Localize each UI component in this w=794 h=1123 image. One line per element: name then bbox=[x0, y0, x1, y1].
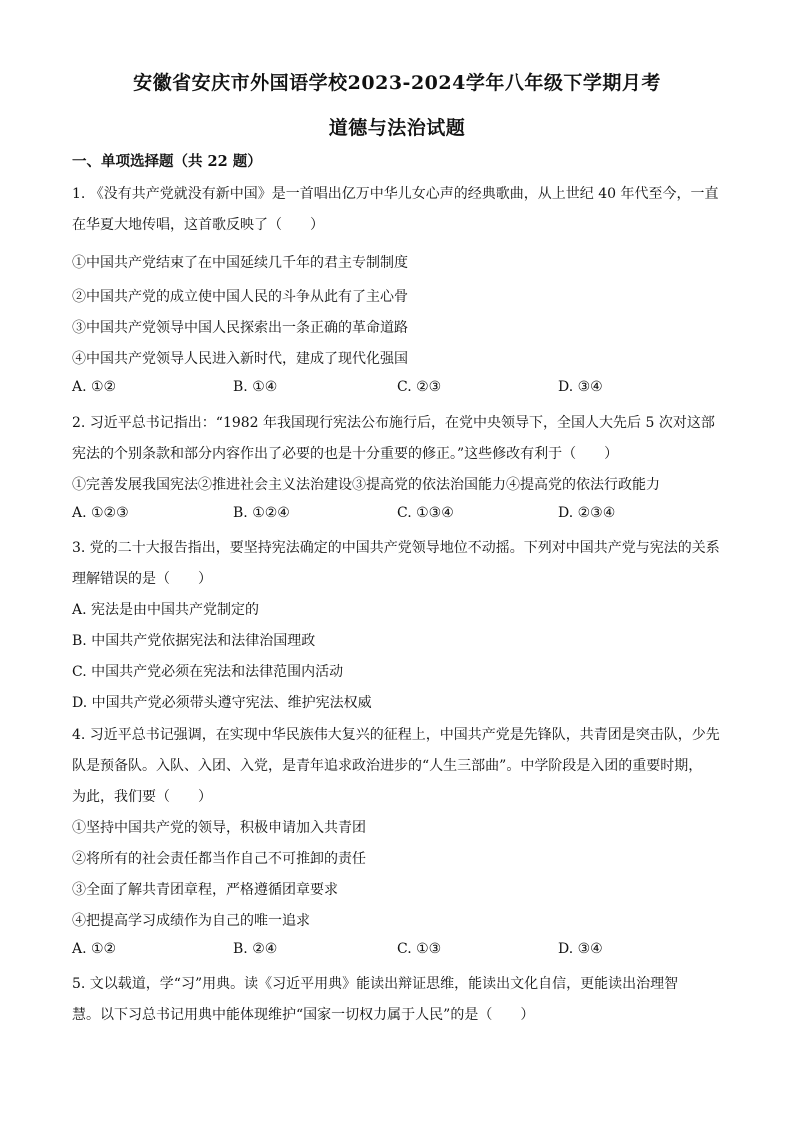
option-a: A. ①② bbox=[72, 379, 117, 395]
question-stem-line: 队是预备队。入队、入团、入党，是青年追求政治进步的“人生三部曲”。中学阶段是入团的重要时期， bbox=[72, 758, 703, 774]
option-a: A. 宪法是由中国共产党制定的 bbox=[72, 602, 260, 618]
option-a: A. ①②③ bbox=[72, 505, 129, 521]
option-c: C. ①③④ bbox=[397, 505, 454, 521]
question-stem-line: 1. 《没有共产党就没有新中国》是一首唱出亿万中华儿女心声的经典歌曲，从上世纪 40 年代至今，一直 bbox=[72, 186, 719, 202]
question-stem-line: 在华夏大地传唱，这首歌反映了（ ） bbox=[72, 217, 324, 233]
statement: ④把提高学习成绩作为自己的唯一追求 bbox=[72, 913, 310, 929]
statement: ③全面了解共青团章程，严格遵循团章要求 bbox=[72, 882, 338, 898]
question-stem-line: 为此，我们要（ ） bbox=[72, 789, 212, 805]
statement: ①中国共产党结束了在中国延续几千年的君主专制制度 bbox=[72, 255, 408, 271]
question-stem-line: 慧。以下习总书记用典中能体现维护“国家一切权力属于人民”的是（ ） bbox=[72, 1007, 535, 1023]
option-c: C. 中国共产党必须在宪法和法律范围内活动 bbox=[72, 664, 344, 680]
option-b: B. ①④ bbox=[233, 379, 278, 395]
option-b: B. ①②④ bbox=[233, 505, 290, 521]
option-a: A. ①② bbox=[72, 941, 117, 957]
document-title: 安徽省安庆市外国语学校2023-2024学年八年级下学期月考 bbox=[133, 72, 661, 94]
question-stem-line: 宪法的个别条款和部分内容作出了必要的也是十分重要的修正。”这些修改有利于（ ） bbox=[72, 446, 619, 462]
statement: ③中国共产党领导中国人民探索出一条正确的革命道路 bbox=[72, 320, 408, 336]
option-d: D. ③④ bbox=[558, 379, 603, 395]
option-d: D. 中国共产党必须带头遵守宪法、维护宪法权威 bbox=[72, 695, 372, 711]
document-subtitle: 道德与法治试题 bbox=[328, 117, 466, 139]
question-stem-line: 5. 文以载道，学“习”用典。读《习近平用典》能读出辩证思维，能读出文化自信，更能读出治理智 bbox=[72, 976, 679, 992]
option-d: D. ②③④ bbox=[558, 505, 616, 521]
statement: ②将所有的社会责任都当作自己不可推卸的责任 bbox=[72, 851, 366, 867]
option-c: C. ①③ bbox=[397, 941, 442, 957]
question-stem-line: 3. 党的二十大报告指出，要坚持宪法确定的中国共产党领导地位不动摇。下列对中国共产党与宪法的关系 bbox=[72, 540, 720, 556]
statement: ②中国共产党的成立使中国人民的斗争从此有了主心骨 bbox=[72, 289, 408, 305]
question-stem-line: 4. 习近平总书记强调，在实现中华民族伟大复兴的征程上，中国共产党是先锋队，共青团是突击队，少先 bbox=[72, 727, 720, 743]
question-stem-line: 2. 习近平总书记指出：“1982 年我国现行宪法公布施行后，在党中央领导下，全国人大先后 5 次对这部 bbox=[72, 415, 715, 431]
option-d: D. ③④ bbox=[558, 941, 603, 957]
section-heading: 一、单项选择题（共 22 题） bbox=[72, 153, 262, 170]
option-c: C. ②③ bbox=[397, 379, 442, 395]
statement: ④中国共产党领导人民进入新时代，建成了现代化强国 bbox=[72, 351, 408, 367]
statement: ①坚持中国共产党的领导，积极申请加入共青团 bbox=[72, 820, 366, 836]
question-stem-line: 理解错误的是（ ） bbox=[72, 571, 212, 587]
option-b: B. ②④ bbox=[233, 941, 278, 957]
option-b: B. 中国共产党依据宪法和法律治国理政 bbox=[72, 633, 316, 649]
statement: ①完善发展我国宪法②推进社会主义法治建设③提高党的依法治国能力④提高党的依法行政能力 bbox=[72, 477, 660, 493]
